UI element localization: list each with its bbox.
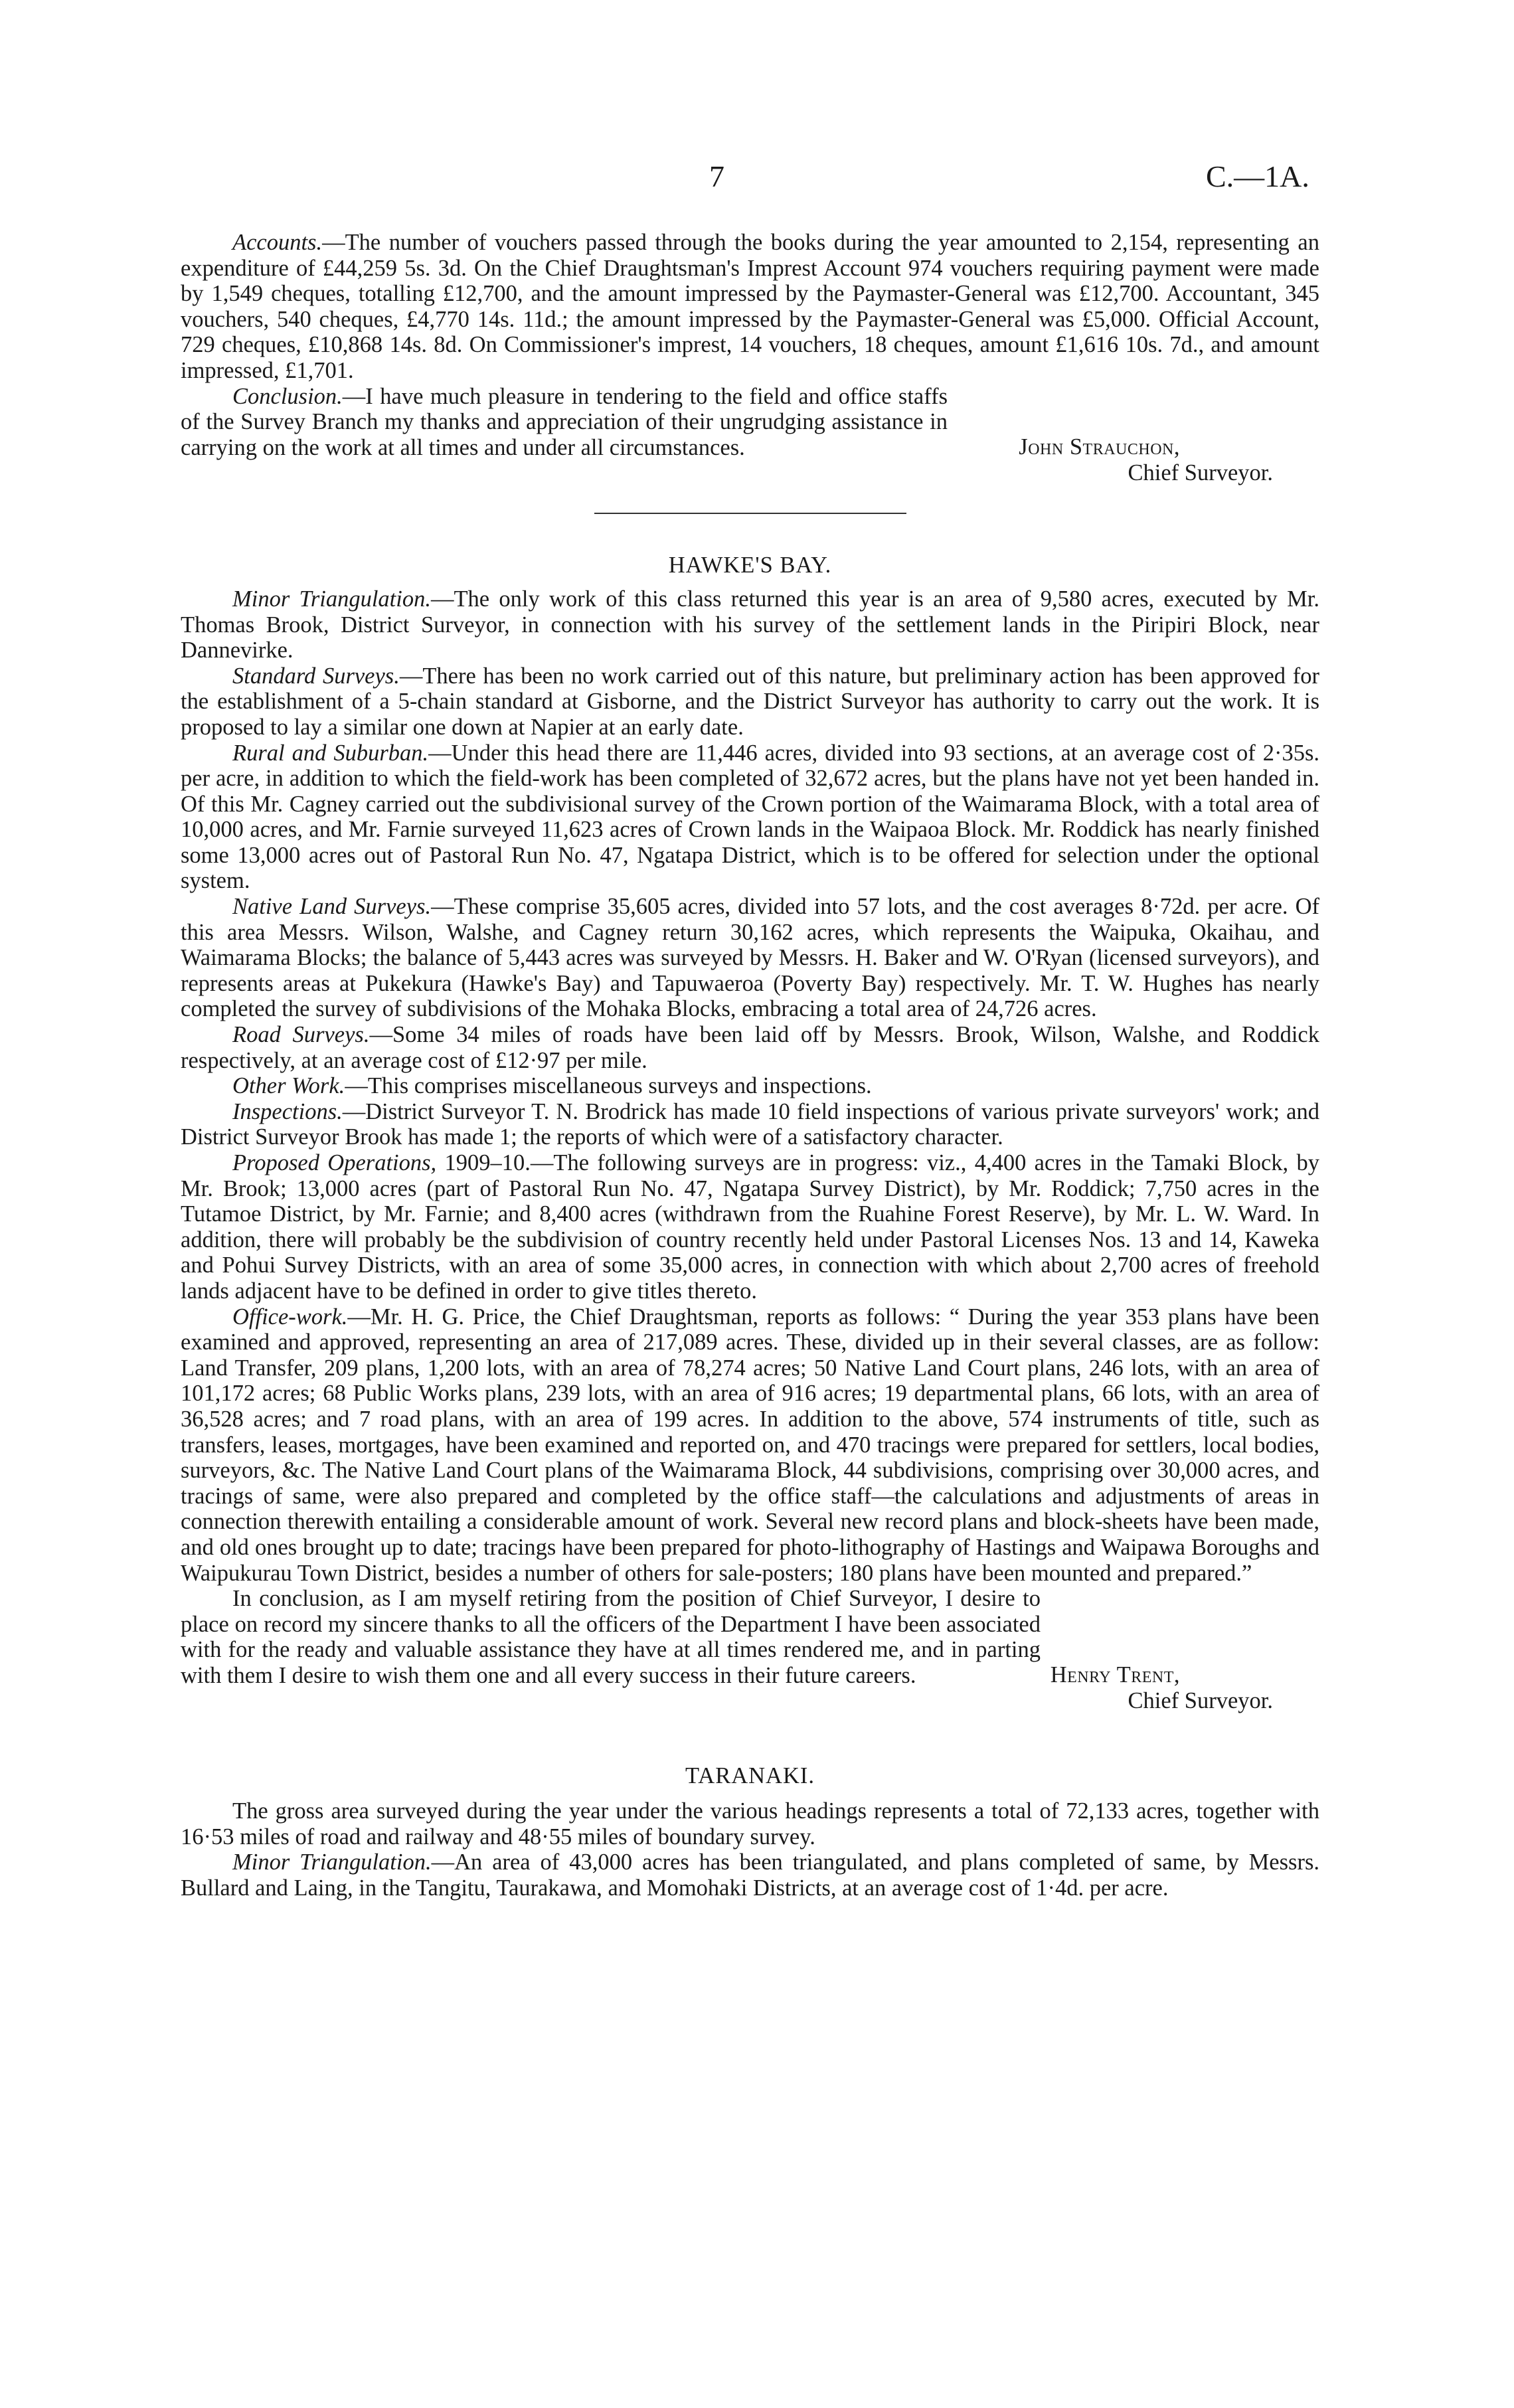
signature-name: Henry Trent, bbox=[1050, 1662, 1180, 1688]
hawkes-bay-signature-title bbox=[181, 1688, 1319, 1714]
signature-name: John Strauchon, bbox=[1019, 434, 1180, 460]
hb-text: —Mr. H. G. Price, the Chief Draughtsman, reports as follows: “ During the year 353 plans have been examined and approved, representing an area of 217,089 acres. These, divided up in their several classes, are as follow: Land Transfer, 209 plans, 1,200 lots, with an area of 78,274 acres; 50 Native Land Court plans, 246 lots, with an area of 101,172 acres; 68 Public Works plans, 239 lots, with an area of 916 acres; 19 departmental plans, 66 lots, with an area of 36,528 acres; and 7 road plans, with an area of 199 acres. In addition to the above, 574 instruments of title, such as transfers, leases, mortgages, have been examined and reported on, and 470 tracings were prepared for settlers, local bodies, surveyors, &c. The Native Land Court plans of the Waimarama Block, 44 subdivisions, comprising over 30,000 acres, and tracings of same, were also prepared and completed by the office staff—the calculations and adjustments of areas in connection therewith entailing a considerable amount of work. Several new record plans and block-sheets have been made, and old ones brought up to date; tracings have been prepared for photo-lithography of Hastings and Waipawa Boroughs and Waipukurau Town District, besides a number of others for sale-posters; 180 plans have been mounted and prepared.” bbox=[181, 1304, 1319, 1586]
hb-text: —District Surveyor T. N. Brodrick has made 10 field inspections of various private surveyors' work; and District Surveyor Brook has made 1; the reports of which were of a satisfactory character. bbox=[181, 1098, 1319, 1150]
hb-minor-triangulation bbox=[181, 586, 1319, 663]
hb-text: —Under this head there are 11,446 acres, divided into 93 sections, at an average cost of 2·35s. per acre, in addition to which the field-work has been completed of 32,672 acres, but the plans have not yet been handed in. Of this Mr. Cagney carried out the subdivisional survey of the Crown portion of the Waimarama Block, with a total area of 10,000 acres, and Mr. Farnie surveyed 11,623 acres of Crown lands in the Waipaoa Block. Mr. Roddick has nearly finished some 13,000 acres out of Pastoral Run No. 47, Ngatapa District, which is to be offered for selection under the optional system. bbox=[181, 740, 1319, 894]
accounts-label: Accounts. bbox=[232, 230, 323, 255]
hb-conclusion-text: In conclusion, as I am myself retiring from the position of Chief Surveyor, I desire to place on record my sincere thanks to all the officers of the Department I have been associated with for the ready and valuable assistance they have at all times rendered me, and in parting with them I desire to wish them one and all every success in their future careers. bbox=[181, 1586, 1041, 1688]
taranaki-minor-triangulation bbox=[181, 1849, 1319, 1901]
hb-native-land-surveys bbox=[181, 894, 1319, 1022]
hb-rural-suburban bbox=[181, 740, 1319, 895]
hb-standard-surveys bbox=[181, 663, 1319, 740]
taranaki-heading: TARANAKI. bbox=[685, 1763, 815, 1789]
hb-inspections bbox=[181, 1099, 1319, 1150]
hb-text: —Some 34 miles of roads have been laid off by Messrs. Brook, Wilson, Walshe, and Roddick respectively, at an average cost of £12·97 per mile. bbox=[181, 1022, 1319, 1073]
hb-text: —These comprise 35,605 acres, divided into 57 lots, and the cost averages 8·72d. per acre. Of this area Messrs. Wilson, Walshe, and Cagney return 30,162 acres, which represents the Waipuka, Okaihau, and Waimarama Blocks; the balance of 5,443 acres was surveyed by Messrs. H. Baker and W. O'Ryan (licensed surveyors), and represents areas at Pukekura (Hawke's Bay) and Tapuwaeroa (Poverty Bay) respectively. Mr. T. W. Hughes has nearly completed the survey of subdivisions of the Mohaka Blocks, embracing a total area of 24,726 acres. bbox=[181, 894, 1319, 1022]
taranaki-minor-text: —An area of 43,000 acres has been triangulated, and plans completed of same, by Messrs. Bullard and Laing, in the Tangitu, Taurakawa, and Momohaki Districts, at an average cost of 1·4d. per acre. bbox=[181, 1849, 1319, 1901]
accounts-paragraph bbox=[181, 230, 1319, 384]
section-divider bbox=[594, 513, 906, 514]
signature-title: Chief Surveyor. bbox=[1128, 460, 1273, 486]
accounts-text: —The number of vouchers passed through the books during the year amounted to 2,154, representing an expenditure of £44,259 5s. 3d. On the Chief Draughtsman's Imprest Account 974 vouchers requiring payment were made by 1,549 cheques, totalling £12,700, and the amount impressed by the Paymaster-General was £12,700. Accountant, 345 vouchers, 540 cheques, £4,770 14s. 11d.; the amount impressed by the Paymaster-General was £5,000. Official Account, 729 cheques, £10,868 14s. 8d. On Commissioner's imprest, 14 vouchers, 18 cheques, amount £1,616 10s. 7d., and amount impressed, £1,701. bbox=[181, 230, 1319, 383]
hb-label: Inspections. bbox=[232, 1098, 343, 1124]
hb-text: —There has been no work carried out of this nature, but preliminary action has been approved for the establishment of a 5-chain standard at Gisborne, and the District Surveyor has authority to carry out the work. It is proposed to lay a similar one down at Napier at an early date. bbox=[181, 663, 1319, 740]
conclusion-label: Conclusion. bbox=[232, 383, 343, 409]
hb-label: Minor Triangulation. bbox=[232, 586, 431, 612]
taranaki-intro bbox=[181, 1798, 1319, 1849]
hb-label: Proposed Operations, bbox=[232, 1150, 437, 1175]
document-body bbox=[181, 230, 1319, 1901]
taranaki-minor-label: Minor Triangulation. bbox=[232, 1849, 432, 1875]
hawkes-bay-heading: HAWKE'S BAY. bbox=[668, 553, 832, 578]
hb-other-work bbox=[181, 1073, 1319, 1099]
hb-text: 1909–10.—The following surveys are in progress: viz., 4,400 acres in the Tamaki Block, by Mr. Brook; 13,000 acres (part of Pastoral Run No. 47, Ngatapa Survey District), by Mr. Roddick; 7,750 acres in the Tutamoe District, by Mr. Farnie; and 8,400 acres (withdrawn from the Ruahine Forest Reserve), by Mr. L. W. Ward. In addition, there will probably be the subdivision of country recently held under Pastoral Licenses Nos. 13 and 14, Kaweka and Pohui Survey Districts, with an area of some 35,000 acres, in connection with which about 2,700 acres of freehold lands adjacent have to be defined in order to give titles thereto. bbox=[181, 1150, 1319, 1304]
hb-label: Standard Surveys. bbox=[232, 663, 400, 689]
taranaki-intro-text: The gross area surveyed during the year under the various headings represents a total of 72,133 acres, together with 16·53 miles of road and railway and 48·55 miles of boundary survey. bbox=[181, 1798, 1319, 1849]
hb-text: —This comprises miscellaneous surveys and inspections. bbox=[345, 1073, 872, 1099]
canterbury-signature-title bbox=[181, 460, 1319, 486]
signature-title: Chief Surveyor. bbox=[1128, 1688, 1273, 1714]
hb-text: —The only work of this class returned this year is an area of 9,580 acres, executed by Mr. Thomas Brook, District Surveyor, in connection with his survey of the settlement lands in the Piripiri Block, near Dannevirke. bbox=[181, 586, 1319, 663]
canterbury-signature bbox=[181, 434, 1319, 460]
document-reference: C.—1A. bbox=[1206, 159, 1309, 193]
hb-office-work bbox=[181, 1304, 1319, 1587]
hb-label: Native Land Surveys. bbox=[232, 894, 432, 920]
hb-label: Office-work. bbox=[232, 1304, 348, 1330]
hb-road-surveys bbox=[181, 1022, 1319, 1073]
hawkes-bay-signature bbox=[181, 1662, 1319, 1688]
hb-label: Other Work. bbox=[232, 1073, 345, 1099]
conclusion-text: —I have much pleasure in tendering to the field and office staffs of the Survey Branch my thanks and appreciation of their ungrudging assistance in carrying on the work at all times and under all circumstances. bbox=[181, 383, 948, 460]
hb-proposed-operations bbox=[181, 1150, 1319, 1304]
hb-label: Rural and Suburban. bbox=[232, 740, 429, 766]
page-number: 7 bbox=[709, 159, 724, 193]
hb-label: Road Surveys. bbox=[232, 1022, 370, 1048]
